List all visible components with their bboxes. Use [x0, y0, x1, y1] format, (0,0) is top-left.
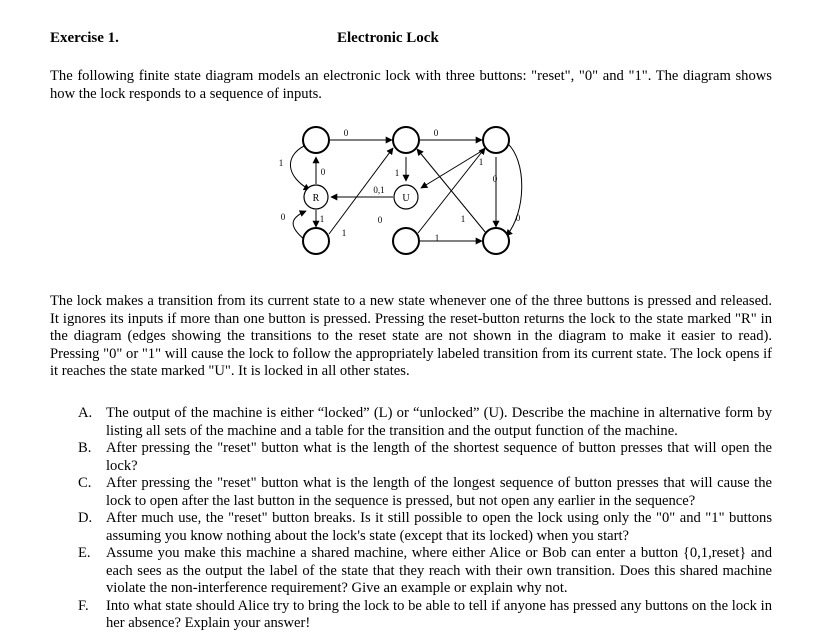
intro-paragraph: The following finite state diagram models an electronic lock with three buttons: "reset", "0" and "1". The diagram shows how the lock responds to a sequence of inputs. — [50, 68, 772, 102]
question-letter: E. — [78, 545, 91, 561]
state-top-left — [303, 127, 329, 153]
label-tl-tm: 0 — [343, 128, 349, 138]
edge-tr-u — [421, 149, 485, 188]
question-text: After much use, the "reset" button breaks. Is it still possible to open the lock using only the "0" and "1" buttons assuming you know nothing about the lock's state (except that its locked) when you start? — [106, 510, 772, 544]
question-d — [78, 510, 772, 545]
exercise-number: Exercise 1. — [50, 30, 119, 46]
state-diagram — [250, 118, 550, 268]
question-e — [78, 545, 772, 598]
question-text: The output of the machine is either “locked” (L) or “unlocked” (U). Describe the machine in alternative form by listing all sets of the machine and a table for the transition and the output function of the machine. — [106, 405, 772, 439]
state-top-right — [483, 127, 509, 153]
state-top-mid — [393, 127, 419, 153]
label-r-bl: 1 — [319, 214, 325, 224]
question-list — [78, 405, 772, 633]
label-tl-self: 1 — [278, 158, 284, 168]
label-tr-down: 0 — [492, 174, 498, 184]
label-bm-tr: 0 — [377, 215, 383, 225]
label-br-self: 0 — [515, 213, 521, 223]
label-bl-self: 0 — [280, 212, 286, 222]
question-c — [78, 475, 772, 510]
question-text: Into what state should Alice try to bring the lock to be able to tell if anyone has pressed any buttons on the lock in her absence? Explain your answer! — [106, 597, 772, 631]
label-tr-u: 1 — [478, 157, 484, 167]
question-b — [78, 440, 772, 475]
label-u-r: 0,1 — [373, 185, 385, 195]
question-letter: D. — [78, 510, 93, 526]
question-text: Assume you make this machine a shared machine, where either Alice or Bob can enter a button {0,1,reset} and each sees as the output the label of the state that they reach with their own transition. Does this shared machine violate the non-interference requirement? Give an example or explain why not. — [106, 545, 772, 596]
state-reset-label: R — [312, 193, 320, 204]
exercise-title: Electronic Lock — [337, 30, 439, 46]
question-letter: A. — [78, 405, 93, 421]
body-paragraph: The lock makes a transition from its current state to a new state whenever one of the three buttons is pressed and released. It ignores its inputs if more than one button is pressed. Pressing the reset-button returns the lock to the state marked "R" in the diagram (edges showing the transitions to the reset state are not shown in the diagram to make it easier to read). Pressing "0" or "1" will cause the lock to follow the appropriately labeled transition from its current state. The lock opens if it reaches the state marked "U". It is locked in all other states. — [50, 293, 772, 379]
state-bottom-mid — [393, 228, 419, 254]
question-letter: B. — [78, 440, 92, 456]
question-letter: F. — [78, 597, 89, 614]
label-br-tm: 1 — [460, 214, 466, 224]
label-tm-u: 1 — [394, 168, 400, 178]
label-tm-tr: 0 — [433, 128, 439, 138]
question-f — [78, 598, 772, 633]
question-a — [78, 405, 772, 440]
label-r-tl: 0 — [320, 167, 326, 177]
question-letter: C. — [78, 475, 92, 491]
label-bm-br: 1 — [434, 233, 440, 243]
state-bottom-left — [303, 228, 329, 254]
state-bottom-right — [483, 228, 509, 254]
edge-tl-self — [290, 146, 310, 190]
state-unlock-label: U — [402, 193, 410, 204]
question-text: After pressing the "reset" button what is the length of the longest sequence of button presses that will cause the lock to open after the last button in the sequence is pressed, but not open any earlier in the sequence? — [106, 475, 772, 509]
label-bl-bm: 1 — [341, 228, 347, 238]
question-text: After pressing the "reset" button what is the length of the shortest sequence of button presses that will open the lock? — [106, 440, 772, 474]
